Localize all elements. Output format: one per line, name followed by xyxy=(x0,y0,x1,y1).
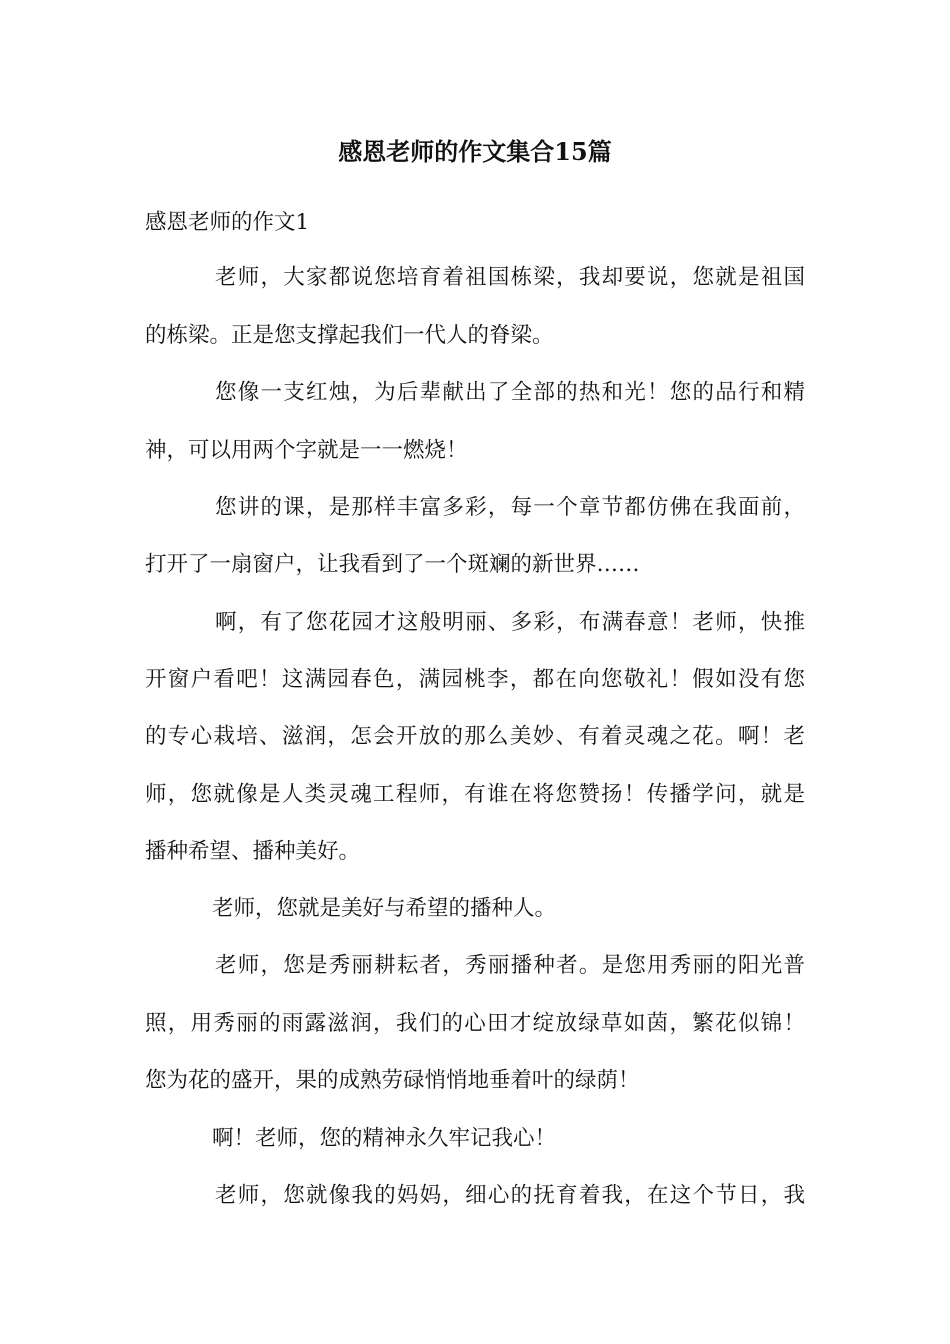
paragraph-line: 您讲的课，是那样丰富多彩，每一个章节都仿佛在我面前， xyxy=(215,495,805,520)
paragraph-line: 啊，有了您花园才这般明丽、多彩，布满春意！老师，快推 xyxy=(215,610,805,635)
paragraph-line: 您像一支红烛，为后辈献出了全部的热和光！您的品行和精 xyxy=(215,380,805,405)
paragraph-line: 打开了一扇窗户，让我看到了一个斑斓的新世界…… xyxy=(145,552,640,577)
paragraph-line: 您为花的盛开，果的成熟劳碌悄悄地垂着叶的绿荫！ xyxy=(145,1068,640,1093)
paragraph-line: 老师，您就是美好与希望的播种人。 xyxy=(212,896,557,921)
paragraph-line: 的专心栽培、滋润，怎会开放的那么美妙、有着灵魂之花。啊！老 xyxy=(145,724,805,749)
paragraph-line: 照，用秀丽的雨露滋润，我们的心田才绽放绿草如茵，繁花似锦！ xyxy=(145,1011,805,1036)
paragraph-line: 神，可以用两个字就是一一燃烧！ xyxy=(145,438,468,463)
paragraph-line: 的栋梁。正是您支撑起我们一代人的脊梁。 xyxy=(145,323,554,348)
section-heading: 感恩老师的作文1 xyxy=(145,210,310,235)
paragraph-line: 播种希望、播种美好。 xyxy=(145,839,361,864)
paragraph-line: 开窗户看吧！这满园春色，满园桃李，都在向您敬礼！假如没有您 xyxy=(145,667,805,692)
paragraph-line: 啊！老师，您的精神永久牢记我心！ xyxy=(212,1126,557,1151)
paragraph-line: 老师，您就像我的妈妈，细心的抚育着我，在这个节日，我 xyxy=(215,1183,805,1208)
document-title: 感恩老师的作文集合15篇 xyxy=(338,137,612,166)
paragraph-line: 师，您就像是人类灵魂工程师，有谁在将您赞扬！传播学问，就是 xyxy=(145,782,805,807)
paragraph-line: 老师，您是秀丽耕耘者，秀丽播种者。是您用秀丽的阳光普 xyxy=(215,953,805,978)
paragraph-line: 老师，大家都说您培育着祖国栋梁，我却要说，您就是祖国 xyxy=(215,265,805,290)
